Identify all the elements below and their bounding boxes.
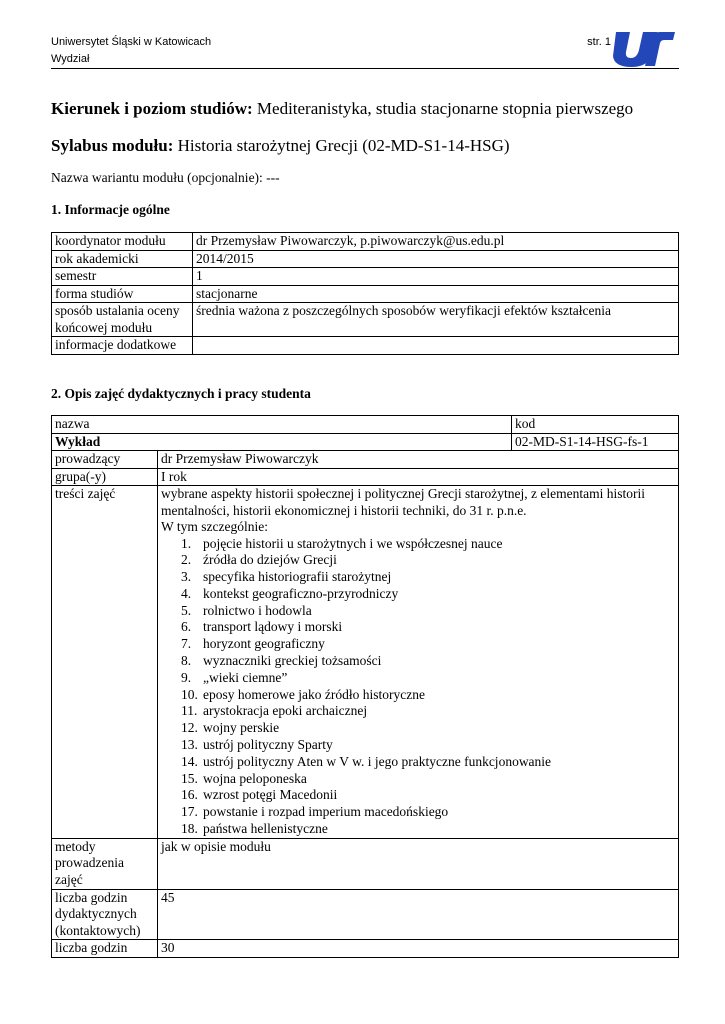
course-name: Wykład [52, 433, 512, 451]
course-description-table [51, 415, 679, 958]
list-item: 2. źródła do dziejów Grecji [181, 552, 337, 568]
page-number: str. 1 [587, 36, 611, 48]
table-row: semestr 1 [52, 268, 679, 286]
table-row: liczba godzin dydaktycznych (kontaktowych) 45 [52, 889, 679, 940]
list-item: 8. wyznaczniki greckiej tożsamości [181, 653, 382, 669]
table-row: treści zajęć wybrane aspekty historii społecznej i politycznej Grecji starożytnej, z elementami historii mentalności, historii ekonomicznej i historii techniki, do 31 r. p.n.e. W tym szczególnie: 1. pojęcie historii u starożytnych i we współczesnej nauce 2. źródła do dziejów Grecji 3. specyfika historiografii starożytnej 4. kontekst geograficzno-przyrodniczy 5. rolnictwo i hodowla 6. transport lądowy i morski 7. horyzont geograficzny 8. wyznaczniki greckiej tożsamości 9. „wieki ciemne” 10. eposy homerowe jako źródło historyczne 11. arystokracja epoki archaicznej 12. wojny perskie 13. ustrój polityczny Sparty 14. ustrój polityczny Aten w V w. i jego praktyczne funkcjonowanie 15. wojna peloponeska 16. wzrost potęgi Macedonii 17. powstanie i rozpad imperium macedońskiego 18. państwa hellenistyczne [52, 486, 679, 839]
list-item: 16. wzrost potęgi Macedonii [181, 787, 338, 803]
list-item: 1. pojęcie historii u starożytnych i we współczesnej nauce [181, 535, 503, 551]
table-row: forma studiów stacjonarne [52, 285, 679, 303]
list-item: 3. specyfika historiografii starożytnej [181, 569, 392, 585]
module-variant: Nazwa wariantu modułu (opcjonalnie): --- [51, 170, 280, 185]
university-logo-icon [612, 30, 676, 68]
list-item: 18. państwa hellenistyczne [181, 821, 328, 837]
table-row: prowadzący dr Przemysław Piwowarczyk [52, 451, 679, 469]
topic-list [161, 536, 675, 838]
list-item: 6. transport lądowy i morski [181, 619, 343, 635]
table-row: rok akademicki 2014/2015 [52, 250, 679, 268]
general-info-table [51, 232, 679, 355]
list-item: 13. ustrój polityczny Sparty [181, 737, 333, 753]
list-item: 7. horyzont geograficzny [181, 636, 325, 652]
teacher-name: dr Przemysław Piwowarczyk [158, 451, 679, 469]
list-item: 17. powstanie i rozpad imperium macedońskiego [181, 804, 449, 820]
university-name: Uniwersytet Śląski w Katowicach [51, 36, 212, 48]
list-item: 5. rolnictwo i hodowla [181, 602, 312, 618]
table-row: metody prowadzenia zajęć jak w opisie modułu [52, 838, 679, 889]
field-of-study-title: Kierunek i poziom studiów: Mediteranistyka, studia stacjonarne stopnia pierwszego [51, 99, 634, 118]
header-divider [51, 68, 679, 69]
table-row: informacje dodatkowe [52, 337, 679, 355]
list-item: 12. wojny perskie [181, 720, 280, 736]
table-row: koordynator modułu dr Przemysław Piwowarczyk, p.piwowarczyk@us.edu.pl [52, 233, 679, 251]
module-title: Sylabus modułu: Historia starożytnej Grecji (02-MD-S1-14-HSG) [51, 136, 510, 155]
list-item: 4. kontekst geograficzno-przyrodniczy [181, 585, 399, 601]
table-row: liczba godzin 30 [52, 940, 679, 958]
faculty-name: Wydział [51, 53, 90, 65]
code-column-header: kod [512, 416, 679, 434]
course-code: 02-MD-S1-14-HSG-fs-1 [512, 433, 679, 451]
table-row: sposób ustalania oceny końcowej modułu średnia ważona z poszczególnych sposobów weryfikacji efektów kształcenia [52, 303, 679, 337]
section-course-description-heading: 2. Opis zajęć dydaktycznych i pracy studenta [51, 386, 311, 401]
list-item: 11. arystokracja epoki archaicznej [181, 703, 368, 719]
name-column-header: nazwa [52, 416, 512, 434]
course-content: wybrane aspekty historii społecznej i politycznej Grecji starożytnej, z elementami historii mentalności, historii ekonomicznej i historii techniki, do 31 r. p.n.e. W tym szczególnie: 1. pojęcie historii u starożytnych i we współczesnej nauce 2. źródła do dziejów Grecji 3. specyfika historiografii starożytnej 4. kontekst geograficzno-przyrodniczy 5. rolnictwo i hodowla 6. transport lądowy i morski 7. horyzont geograficzny 8. wyznaczniki greckiej tożsamości 9. „wieki ciemne” 10. eposy homerowe jako źródło historyczne 11. arystokracja epoki archaicznej 12. wojny perskie 13. ustrój polityczny Sparty 14. ustrój polityczny Aten w V w. i jego praktyczne funkcjonowanie 15. wojna peloponeska 16. wzrost potęgi Macedonii 17. powstanie i rozpad imperium macedońskiego 18. państwa hellenistyczne [158, 486, 679, 839]
list-item: 14. ustrój polityczny Aten w V w. i jego praktyczne funkcjonowanie [181, 753, 552, 769]
section-general-info-heading: 1. Informacje ogólne [51, 202, 170, 217]
table-row [52, 416, 679, 434]
table-row: grupa(-y) I rok [52, 468, 679, 486]
list-item: 9. „wieki ciemne” [181, 669, 288, 685]
list-item: 15. wojna peloponeska [181, 770, 307, 786]
page-header [51, 34, 611, 68]
table-row [52, 433, 679, 451]
list-item: 10. eposy homerowe jako źródło historyczne [181, 686, 425, 702]
